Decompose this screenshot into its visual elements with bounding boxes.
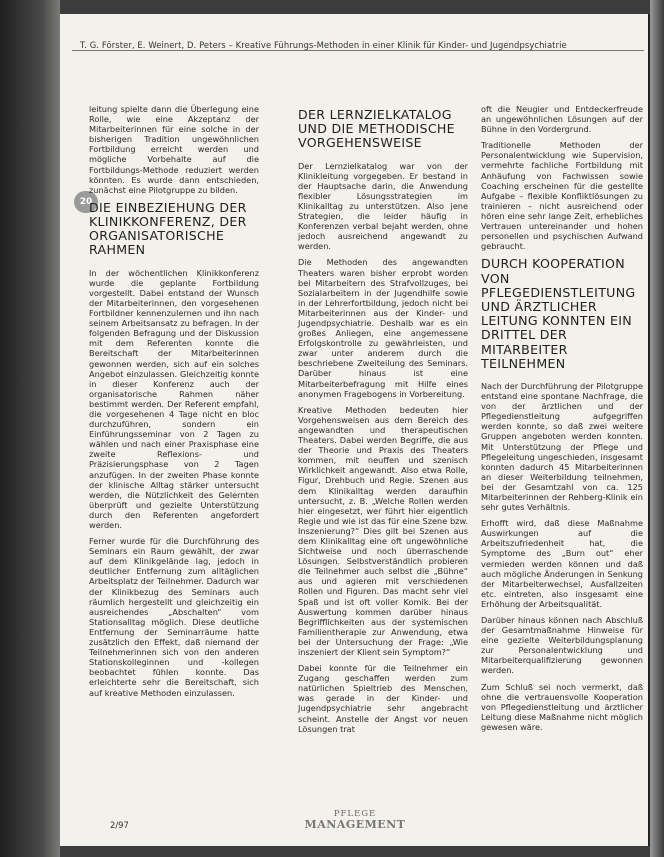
- logo-top: PFLEGE: [333, 809, 377, 819]
- paragraph: Ferner wurde für die Durchführung des Seminars ein Raum gewählt, der zwar auf dem Klinikgelände lag, jedoch in deutlicher Entfernung zum alltäglichen Arbeitsplatz der Teilnehmer. Dadurch war der Klinikbezug des Seminars auch räumlich hergestellt und gleichzeitig ein ausreichendes „Abschalten“ vom Stationsalltag möglich. Diese deutliche Entfernung der Seminarräume hatte zusätzlich den Effekt, daß niemand der Teilnehmerinnen sich von den anderen Stationskolleginnen und -kollegen beobachtet fühlen konnte. Das erleichterte sehr die Bereitschaft, sich auf kreative Methoden einzulassen.: [89, 536, 259, 698]
- paragraph: In der wöchentlichen Klinikkonferenz wurde die geplante Fortbildung vorgestellt. Dabei entstand der Wunsch der Mitarbeiterinnen, den vorgesehenen Fortbildner kennenzulernen und ihn nach seinem Arbeitsansatz zu befragen. In der folgenden Befragung und der Diskussion mit dem Referenten konnte die Bereitschaft der Mitarbeiterinnen gewonnen werden, sich auf ein solches Angebot einzulassen. Gleichzeitig konnte in dieser Konferenz auch der organisatorische Rahmen näher bestimmt werden. Der Referent empfahl, die vorgesehenen 4 Tage nicht en bloc durchzuführen, sondern ein Einführungsseminar von 2 Tagen zu wählen und nach einer Praxisphase eine zweite Reflexions- und Präzisierungsphase von 2 Tagen anzufügen. In der zweiten Phase konnte der klinische Alltag stärker untersucht werden, die Nützlichkeit des Gelernten überprüft und gezielte Unterstützung durch den Referenten angefordert werden.: [89, 267, 259, 530]
- scan-shadow-right: [650, 0, 664, 857]
- scan-shadow-left: [0, 0, 60, 857]
- header-rule: [72, 50, 644, 51]
- column-left: [89, 104, 259, 704]
- paragraph: Kreative Methoden bedeuten hier Vorgehensweisen aus dem Bereich des angewandten und therapeutischen Theaters. Dabei werden Begriffe, die aus der Theorie und Praxis des Theaters kommen, mit neuffen und szenisch Wirklichkeit angewandt. Also etwa Rolle, Figur, Drehbuch und Regie. Szenen aus dem Klinikalltag werden daraufhin untersucht, z. B. „Welche Rollen werden hier eingesetzt, wer führt hier eigentlich Regie und wie ist das für eine Szene bzw. Inszenierung?“ Dies gilt bei Szenen aus dem Klinikalltag eine oft ungewöhnliche Sichtweise und noch überraschende Lösungen. Selbstverständlich probieren die Teilnehmer auch selbst die „Bühne“ aus und agieren mit verschiedenen Rollen und Figuren. Das macht sehr viel Spaß und ist oft voller Komik. Bei der Auswertung kommen darüber hinaus Begrifflichkeiten aus der systemischen Familientherapie zur Anwendung, etwa bei der Untersuchung der Frage: „Wie inszeniert der Klient sein Symptom?“: [298, 404, 468, 658]
- logo-bottom: MANAGEMENT: [304, 818, 406, 831]
- paragraph: Die Methoden des angewandten Theaters waren bisher erprobt worden bei Mitarbeitern des Strafvollzuges, bei Sozialarbeitern in der Jugendhilfe sowie in der Lehrerfortbildung, jedoch nicht bei Mitarbeiterinnen aus der Kinder- und Jugendpsychiatrie. Deshalb war es ein großes Anliegen, eine angemessene Erfolgskontrolle zu gewährleisten, und zwar unter anderem durch die beschriebene Zweiteilung des Seminars. Darüber hinaus ist eine Mitarbeiterbefragung mit Hilfe eines anonymen Fragebogens in Vorbereitung.: [298, 257, 468, 399]
- column-right: [481, 104, 643, 738]
- paragraph: leitung spielte dann die Überlegung eine Rolle, wie eine Akzeptanz der Mitarbeiterinnen für eine solche in der bisherigen Tradition ungewöhnlichen Fortbildung erreicht werden und mögliche Vorbehalte auf die Fortbildungs-Methode reduziert werden könnten. Es wurde dann entschieden, zunächst eine Pilotgruppe zu bilden.: [89, 104, 259, 195]
- paragraph: oft die Neugier und Entdeckerfreude an ungewöhnlichen Lösungen auf der Bühne in den Vordergrund.: [481, 104, 643, 135]
- paragraph: Darüber hinaus können nach Abschluß der Gesamtmaßnahme Hinweise für eine gezielte Weiterbildungsplanung zur Personalentwicklung und Mitarbeiterqualifizierung gewonnen werden.: [481, 615, 643, 676]
- paragraph: Dabei konnte für die Teilnehmer ein Zugang geschaffen werden zum natürlichen Spieltrieb des Menschen, was gerade in der Kinder- und Jugendpsychiatrie sehr angebracht scheint. Anstelle der Angst vor neuen Lösungen trat: [298, 663, 468, 734]
- section-heading: DIE EINBEZIEHUNG DER KLINIKKONFERENZ, DER ORGANISATORISCHE RAHMEN: [89, 199, 247, 258]
- page-number-badge: 20: [74, 191, 98, 213]
- paragraph: Der Lernzielkatalog war von der Klinikleitung vorgegeben. Er bestand in der Hauptsache darin, die Anwendung flexibler Lösungsstrategien im Klinikalltag zu unterstützen. Also jene Strategien, die leider häufig in Konferenzen verbal bejaht werden, ohne jedoch ausreichend angewandt zu werden.: [298, 160, 468, 252]
- paragraph: Nach der Durchführung der Pilotgruppe entstand eine spontane Nachfrage, die von der ärztlichen und der Pflegedienstleitung aufgegriffen werden konnte, so daß zwei weitere Gruppen angeboten werden konnten. Mit Unterstützung der Pflege und Pflegeleitung ungeschieden, insgesamt konnten dadurch 45 Mitarbeiterinnen an dieser Weiterbildung teilnehmen, bei der Gesamtzahl von ca. 125 Mitarbeiterinnen der Rehberg-Klinik ein sehr gutes Verhältnis.: [481, 380, 643, 513]
- issue-number: 2/97: [110, 820, 129, 830]
- paragraph: Traditionelle Methoden der Personalentwicklung wie Supervision, vermehrte fachliche Fortbildung mit Anhäufung von Fachwissen sowie Coaching erscheinen für die gestellte Aufgabe – flexible Konfliktlösungen zu trainieren – nicht ausreichend oder hören eine sehr lange Zeit, erhebliches Vertrauen untereinander und hohen personellen und psychischen Aufwand gebraucht.: [481, 140, 643, 252]
- running-header: T. G. Förster, E. Weinert, D. Peters – Kreative Führungs-Methoden in einer Klinik für Kinder- und Jugendpsychiatrie: [80, 40, 567, 50]
- paragraph: Erhofft wird, daß diese Maßnahme Auswirkungen auf die Arbeitszufriedenheit hat, die Symptome des „Burn out“ eher vermieden werden können und daß auch mögliche Änderungen in Senkung der Mitarbeiterwechsel, Ausfallzeiten etc. eintreten, also insgesamt eine Erhöhung der Arbeitsqualität.: [481, 518, 643, 609]
- paragraph: Zum Schluß sei noch vermerkt, daß ohne die vertrauensvolle Kooperation von Pflegedienstleitung und ärztlicher Leitung diese Maßnahme nicht möglich gewesen wäre.: [481, 681, 643, 732]
- magazine-logo: [300, 810, 410, 831]
- section-heading: DER LERNZIELKATALOG UND DIE METHODISCHE VORGEHENSWEISE: [298, 107, 455, 151]
- column-middle: [298, 104, 468, 740]
- section-heading: DURCH KOOPERATION VON PFLEGEDIENSTLEITUNG UND ÄRZTLICHER LEITUNG KONNTEN EIN DRITTEL DER MITARBEITER TEILNEHMEN: [481, 256, 636, 371]
